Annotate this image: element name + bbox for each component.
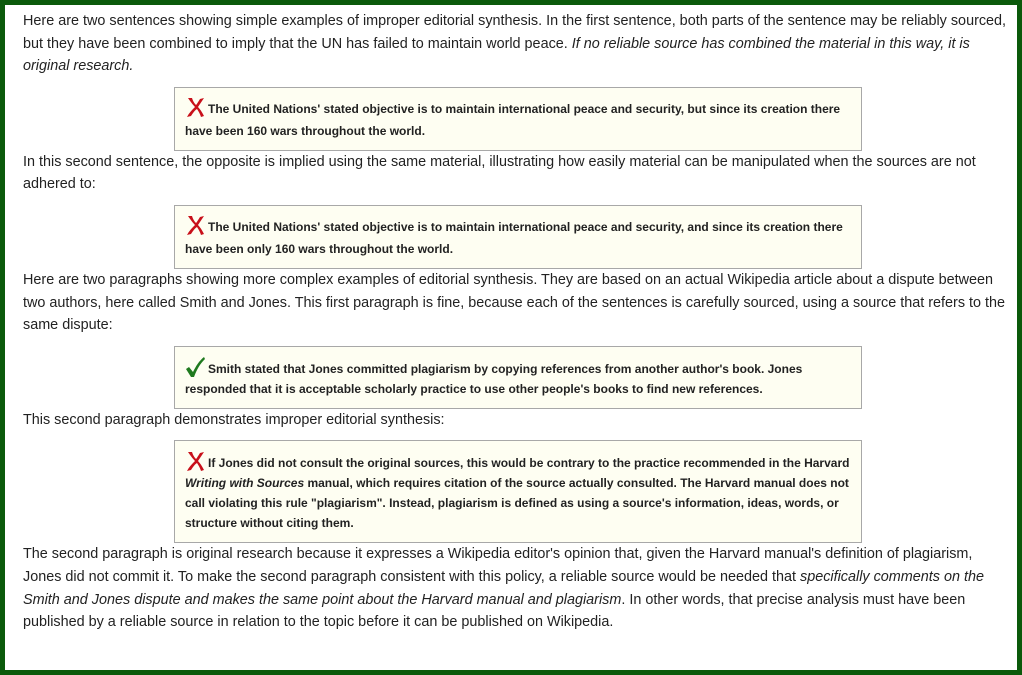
conclusion-italic: specifically comments on the Smith and Jones dispute and makes the same point about the Harvard manual and plagiarism	[23, 568, 984, 608]
example-text: The United Nations' stated objective is to maintain international peace and security, but since its creation there have been 160 wars throughout the world.	[185, 101, 841, 138]
example-text: If Jones did not consult the original sources, this would be contrary to the practice recommended in the Harvard	[208, 456, 850, 471]
intro-paragraph	[23, 10, 1013, 78]
check-icon	[185, 356, 205, 378]
conclusion-text: The second paragraph is original research because it expresses a Wikipedia editor's opinion that, given the Harvard manual's definition of plagiarism, Jones did not commit it. To make the second paragraph consistent with this policy, a reliable source would be needed that	[23, 546, 973, 585]
example-text: Smith stated that Jones committed plagiarism by copying references from another author's book. Jones responded that it is acceptable scholarly practice to use other people's books to find new references.	[185, 361, 803, 396]
example-italic-title: Writing with Sources	[185, 476, 305, 491]
cross-icon	[185, 214, 205, 236]
example-box-smith-jones	[174, 346, 862, 409]
example-text-continued: manual, which requires citation of the source actually consulted. The Harvard manual does not call violating this rule "plagiarism". Instead, plagiarism is defined as using a source's information, ideas, words, or structure without citing them.	[185, 476, 849, 531]
cross-icon	[185, 450, 205, 472]
conclusion-paragraph	[23, 543, 1013, 633]
second-sentence-paragraph: In this second sentence, the opposite is implied using the same material, illustrating how easily material can be manipulated when the sources are not adhered to:	[23, 153, 976, 193]
improper-synthesis-paragraph: This second paragraph demonstrates improper editorial synthesis:	[23, 411, 445, 428]
intro-text: Here are two sentences showing simple examples of improper editorial synthesis. In the first sentence, both parts of the sentence may be reliably sourced, but they have been combined to imply that the UN has failed to maintain world peace.	[23, 13, 1007, 52]
example-text: The United Nations' stated objective is to maintain international peace and security, and since its creation there have been only 160 wars throughout the world.	[185, 219, 843, 256]
example-box-un-but	[174, 87, 862, 151]
example-box-harvard	[174, 440, 862, 543]
conclusion-text-end: . In other words, that precise analysis must have been published by a reliable source in relation to the topic before it can be published on Wikipedia.	[23, 591, 966, 631]
article-content	[23, 10, 1013, 634]
complex-examples-paragraph: Here are two paragraphs showing more complex examples of editorial synthesis. They are based on an actual Wikipedia article about a dispute between two authors, here called Smith and Jones. This first paragraph is fine, because each of the sentences is carefully sourced, using a source that refers to the same dispute:	[23, 271, 1006, 334]
cross-icon	[185, 96, 205, 118]
intro-italic: If no reliable source has combined the material in this way, it is original research.	[23, 35, 970, 75]
example-box-un-and	[174, 205, 862, 269]
